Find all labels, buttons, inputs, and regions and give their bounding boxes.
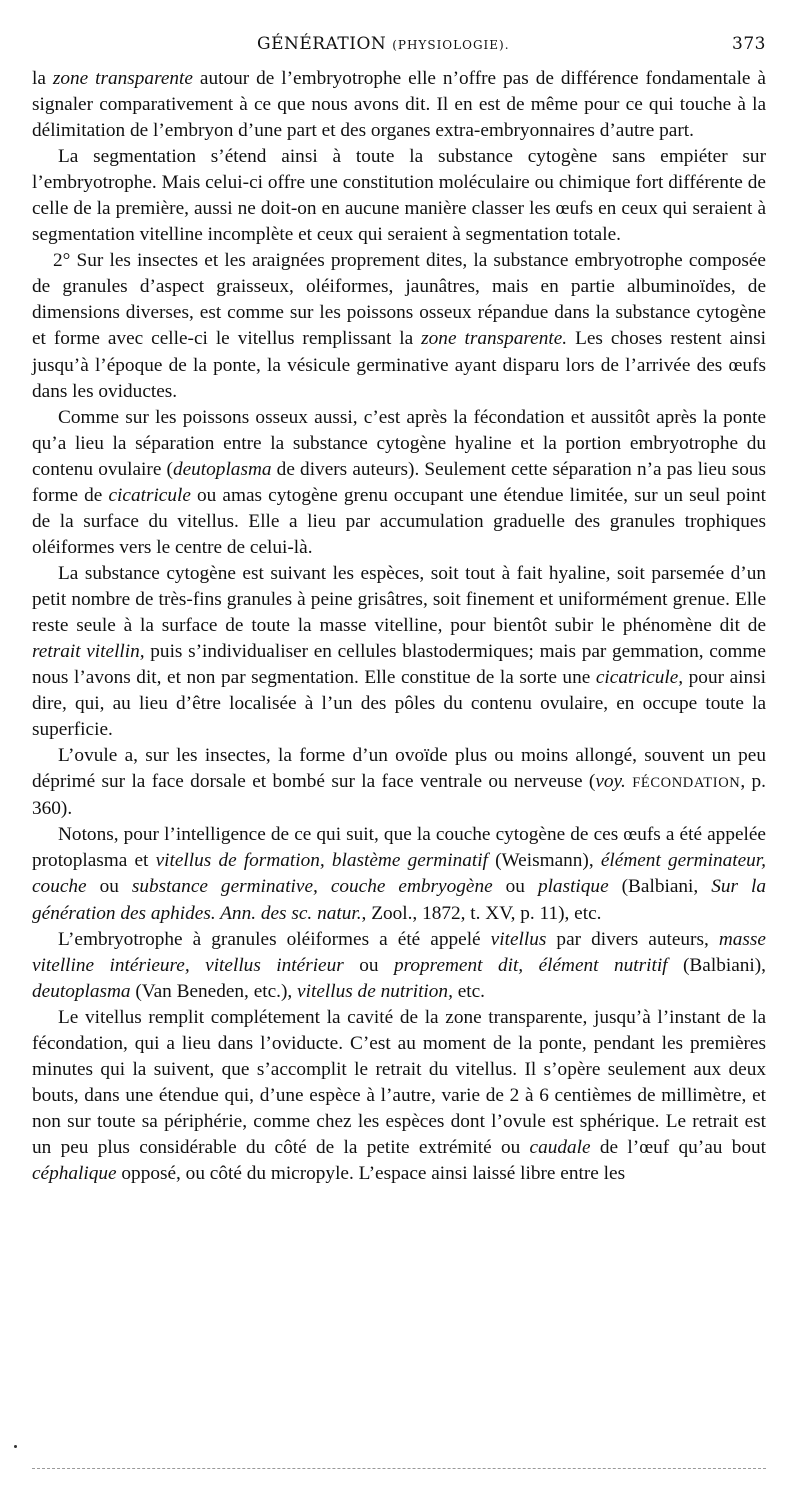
italic-run: zone transparente. [421, 328, 568, 350]
italic-run: deutoplasma [32, 980, 131, 1002]
text-run: ou [343, 954, 394, 976]
paragraph-3 [32, 248, 766, 404]
italic-run: proprement dit, élément nutritif [393, 954, 668, 976]
running-title-sub: (PHYSIOLOGIE). [392, 38, 510, 52]
italic-run: cicatricule [108, 484, 191, 506]
text-run: pour ainsi dire, qui, au lieu d’être localisée à l’un des pôles du contenu ovulaire, en occupe toute la superficie. [32, 667, 766, 741]
italic-run: substance germinative, couche embryogène [131, 876, 493, 898]
text-run: ou [86, 876, 132, 898]
italic-run: cicatricule, [595, 667, 684, 689]
italic-run: vitellus de formation, blastème germinatif [155, 850, 488, 872]
paragraph-1 [32, 66, 766, 144]
text-run: (Weismann), [487, 850, 601, 872]
margin-speck [14, 1445, 17, 1448]
text-run: La substance cytogène est suivant les espèces, soit tout à fait hyaline, soit parsemée d’un petit nombre de très-fins granules à peine grisâtres, soit finement et uniformément grenue. Elle reste seule à la surface de toute la masse vitelline, pour bientôt subir le phénomène dit de [32, 562, 766, 636]
text-run: la [32, 68, 53, 89]
text-run: Comme sur les poissons osseux aussi, c’est après la fécondation et aussitôt après la ponte qu’a lieu la séparation entre la substance cytogène hyaline et la portion embryotrophe du contenu ovulaire ( [32, 406, 766, 480]
body-text [32, 66, 766, 1187]
text-run: L’embryotrophe à granules oléiformes a été appelé [58, 928, 491, 950]
text-run: Le vitellus remplit complétement la cavité de la zone transparente, jusqu’à l’instant de la fécondation, qui a lieu dans l’oviducte. C’est au moment de la ponte, pendant les premières minutes qui la suivent, que s’accomplit le retrait du vitellus. Il s’opère seulement aux deux bouts, dans une étendue qui, d’une espèce à l’autre, varie de 2 à 6 centièmes de millimètre, et non sur toute sa périphérie, comme chez les espèces dont l’ovule est sphérique. Le retrait est un peu plus considérable du côté de la petite extrémité ou [32, 1006, 766, 1158]
text-run: (Van Beneden, etc.), [130, 980, 298, 1002]
paragraph-6 [32, 743, 766, 822]
text-run: 2° Sur les insectes et les araignées proprement dites, la substance embryotrophe composée de granules d’aspect graisseux, oléiformes, jaunâtres, mais en partie albuminoïdes, de dimensions diverses, est comme sur les poissons osseux répandue dans la substance cytogène et forme avec celle-ci le vitellus remplissant la [32, 250, 766, 350]
text-run: L’ovule a, sur les insectes, la forme d’un ovoïde plus ou moins allongé, souvent un peu déprimé sur la face dorsale et bombé sur la face ventrale ou nerveuse ( [32, 745, 766, 793]
italic-run: voy. [595, 771, 626, 793]
italic-run: deutoplasma [172, 458, 272, 480]
running-header [32, 34, 766, 58]
paragraph-4 [32, 405, 766, 561]
paragraph-8 [32, 927, 766, 1005]
paragraph-2: La segmentation s’étend ainsi à toute la substance cytogène sans empiéter sur l’embryotrophe. Mais celui-ci offre une constitution moléculaire ou chimique fort différente de celle de la première, aussi ne doit-on en aucune manière classer les œufs en ceux qui seraient à segmentation vitelline incomplète et ceux qui seraient à segmentation totale. [32, 146, 766, 246]
italic-run: vitellus [490, 928, 547, 950]
italic-run: vitellus de nutrition, [297, 980, 453, 1002]
text-run: de divers auteurs). Seulement cette séparation n’a pas lieu sous forme de [32, 458, 766, 506]
paragraph-7 [32, 822, 766, 926]
italic-run: masse vitelline intérieure, vitellus intérieur [32, 928, 766, 976]
text-run: ou amas cytogène grenu occupant une étendue limitée, sur un seul point de la surface du vitellus. Elle a lieu par accumulation graduelle des granules trophiques oléiformes vers le centre de celui-là. [32, 484, 766, 558]
page-number: 373 [732, 34, 766, 54]
paragraph-9 [32, 1005, 766, 1187]
text-run: , Zool., 1872, t. XV, p. 11), etc. [361, 902, 602, 924]
italic-run: retrait vitellin, [32, 641, 145, 663]
text-run: Les choses restent ainsi jusqu’à l’époque de la ponte, la vésicule germinative ayant disparu lors de l’arrivée des œufs dans les oviductes. [32, 328, 766, 402]
paragraph-5 [32, 561, 766, 743]
footer-rule [32, 1468, 766, 1469]
small-caps-run: FÉCONDATION [632, 775, 741, 792]
running-title [257, 34, 510, 54]
text-run: ou [492, 876, 538, 898]
text-run: autour de l’embryotrophe elle n’offre pas de différence fondamentale à signaler comparativement à ce que nous avons dit. Il en est de même pour ce qui touche à la délimitation de l’embryon d’une part et des organes extra-embryonnaires d’autre part. [32, 68, 766, 142]
text-run: par divers auteurs, [546, 928, 719, 950]
text-run: (Balbiani), [667, 954, 766, 976]
italic-run: zone transparente [52, 68, 193, 89]
italic-run: céphalique [32, 1162, 117, 1184]
italic-run: caudale [529, 1136, 591, 1158]
running-title-main: GÉNÉRATION [257, 34, 387, 54]
italic-run: Sur la génération des aphides. Ann. des sc. natur. [32, 876, 766, 924]
text-run: , p. 360). [32, 771, 766, 820]
text-run: opposé, ou côté du micropyle. L’espace ainsi laissé libre entre les [116, 1162, 626, 1184]
italic-run: plastique [537, 876, 609, 898]
italic-run: élément germinateur, couche [32, 850, 766, 898]
text-run: etc. [452, 980, 486, 1002]
text-run: puis s’individualiser en cellules blastodermiques; mais par gemmation, comme nous l’avons dit, et non par segmentation. Elle constitue de la sorte une [32, 641, 766, 689]
text-run: Notons, pour l’intelligence de ce qui suit, que la couche cytogène de ces œufs a été appelée protoplasma et [32, 824, 766, 872]
text-run: de l’œuf qu’au bout [590, 1136, 766, 1158]
text-run: (Balbiani, [608, 876, 712, 898]
